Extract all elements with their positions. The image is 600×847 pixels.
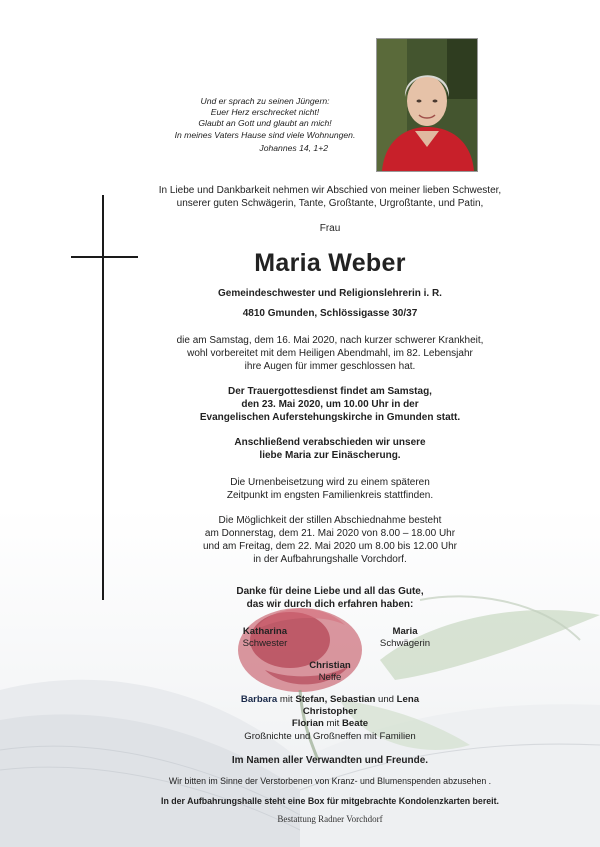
mourner-connector: mit [326, 718, 340, 729]
mourner-name: Maria [392, 626, 418, 637]
urn-info [140, 476, 520, 502]
deceased-address: 4810 Gmunden, Schlössigasse 30/37 [242, 308, 418, 319]
intro-text [140, 184, 520, 210]
urn-line: Die Urnenbeisetzung wird zu einem späteren [230, 477, 430, 488]
intro-line: unserer guten Schwägerin, Tante, Großtante, Urgroßtante, und Patin, [176, 198, 484, 209]
mourner-florian [140, 718, 520, 730]
viewing-line: Die Möglichkeit der stillen Abschiednahme besteht [218, 515, 442, 526]
death-notice [140, 334, 520, 373]
viewing-info [140, 514, 520, 566]
deceased-title: Gemeindeschwester und Religionslehrerin i. R. [218, 288, 442, 299]
mourner-name: Lena [396, 694, 420, 705]
farewell-line: liebe Maria zur Einäscherung. [259, 450, 401, 461]
mourner-name: Barbara [240, 694, 278, 705]
viewing-line: in der Aufbahrungshalle Vorchdorf. [253, 554, 407, 565]
portrait-photo [376, 38, 478, 172]
death-notice-line: wohl vorbereitet mit dem Heiligen Abendmahl, im 82. Lebensjahr [187, 348, 473, 359]
condolence-note: In der Aufbahrungshalle steht eine Box für mitgebrachte Kondolenzkarten bereit. [161, 796, 499, 806]
mourner-relation: Neffe [318, 672, 342, 683]
mourner-connector: und [377, 694, 394, 705]
thanks-line: das wir durch dich erfahren haben: [246, 599, 414, 610]
closing-line: Im Namen aller Verwandten und Freunde. [231, 755, 429, 766]
mourner-name: Christian [309, 660, 351, 671]
urn-line: Zeitpunkt im engsten Familienkreis stattfinden. [226, 490, 434, 501]
verse-line: Und er sprach zu seinen Jüngern: [200, 96, 330, 106]
bible-verse [150, 96, 380, 154]
mourner-grandchildren: Großnichte und Großneffen mit Familien [244, 731, 416, 742]
service-line: Der Trauergottesdienst findet am Samstag, [228, 386, 432, 397]
mourner-name: Stefan, Sebastian [295, 694, 376, 705]
salutation: Frau [319, 223, 341, 234]
verse-line: Glaubt an Gott und glaubt an mich! [198, 118, 332, 129]
thanks-line: Danke für deine Liebe und all das Gute, [236, 586, 424, 597]
verse-reference: Johannes 14, 1+2 [259, 142, 328, 153]
viewing-line: und am Freitag, dem 22. Mai 2020 um 8.00 bis 12.00 Uhr [202, 541, 458, 552]
verse-line: In meines Vaters Hause sind viele Wohnungen. [174, 129, 356, 140]
mourner-name: Beate [341, 718, 369, 729]
deceased-name: Maria Weber [254, 249, 406, 277]
mourner-barbara [140, 694, 520, 706]
viewing-line: am Donnerstag, dem 21. Mai 2020 von 8.00 – 18.00 Uhr [204, 528, 456, 539]
mourner-name: Florian [291, 718, 324, 729]
service-line: Evangelischen Auferstehungskirche in Gmunden statt. [199, 412, 461, 423]
mourner-christian [290, 660, 370, 684]
service-info [140, 385, 520, 424]
mourner-relation: Schwester [242, 638, 288, 649]
mourner-name: Katharina [242, 626, 288, 637]
thanks-text [140, 585, 520, 611]
farewell-line: Anschließend verabschieden wir unsere [234, 437, 426, 448]
farewell-info [140, 436, 520, 462]
service-line: den 23. Mai 2020, um 10.00 Uhr in der [241, 399, 419, 410]
mourner-connector: mit [279, 694, 293, 705]
mourner-katharina [225, 626, 305, 650]
flowers-note: Wir bitten im Sinne der Verstorbenen von Kranz- und Blumenspenden abzusehen . [168, 776, 492, 786]
intro-line: In Liebe und Dankbarkeit nehmen wir Abschied von meiner lieben Schwester, [158, 185, 502, 196]
mourner-christopher: Christopher [302, 706, 358, 717]
undertaker-name: Bestattung Radner Vorchdorf [277, 814, 383, 824]
mourner-relation: Schwägerin [379, 638, 431, 649]
cross-horizontal-bar [71, 256, 138, 258]
verse-line: Euer Herz erschrecket nicht! [210, 107, 320, 118]
death-notice-line: ihre Augen für immer geschlossen hat. [244, 361, 416, 372]
mourner-maria [365, 626, 445, 650]
death-notice-line: die am Samstag, dem 16. Mai 2020, nach kurzer schwerer Krankheit, [176, 335, 484, 346]
